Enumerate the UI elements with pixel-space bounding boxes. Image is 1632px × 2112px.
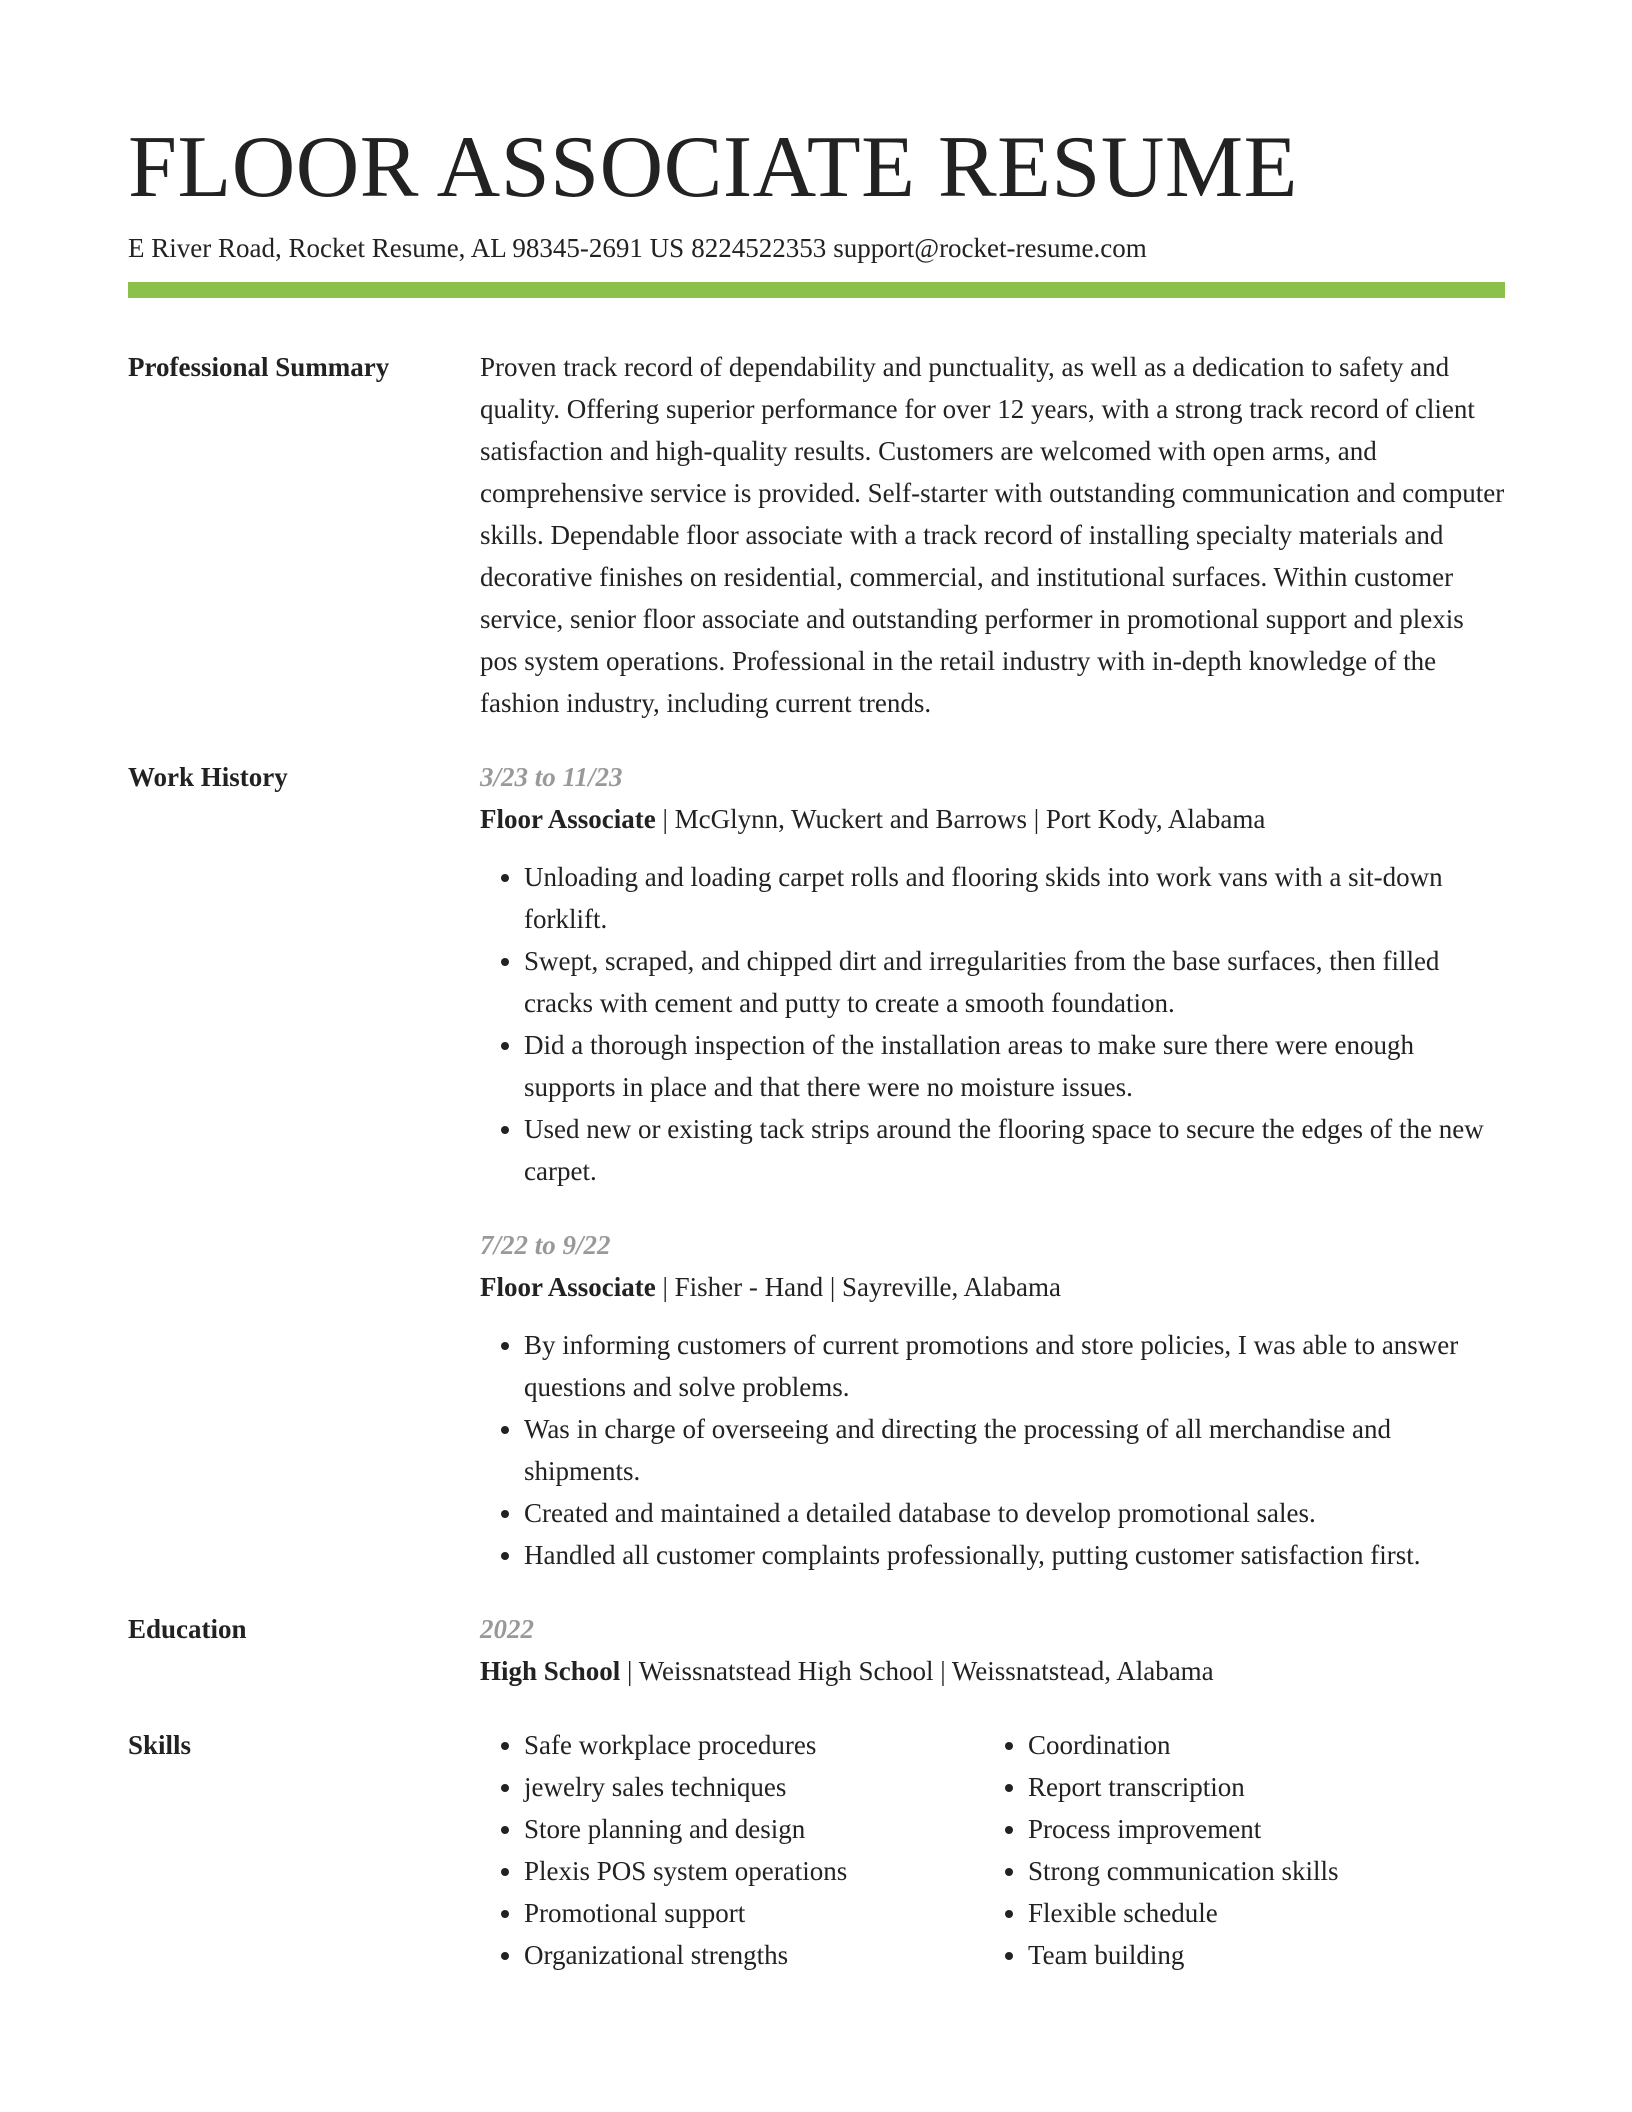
phone-text: 8224522353 — [691, 233, 827, 263]
job-bullet: • Swept, scraped, and chipped dirt and irregularities from the base surfaces, then filled cracks with cement and putty to create a smooth foundation. — [524, 940, 1505, 1024]
skill-item: • Strong communication skills — [1028, 1850, 1508, 1892]
job-dates: 7/22 to 9/22 — [480, 1230, 611, 1260]
skills-list-left — [480, 1724, 984, 1976]
skills-heading: Skills — [128, 1730, 192, 1760]
job-bullet: • Did a thorough inspection of the installation areas to make sure there were enough supports in place and that there were no moisture issues. — [524, 1024, 1505, 1108]
job-bullets — [480, 856, 1505, 1192]
work-history-section — [128, 756, 1505, 1576]
skill-item: • jewelry sales techniques — [524, 1766, 984, 1808]
job-title-line — [480, 798, 1505, 840]
skill-item: • Flexible schedule — [1028, 1892, 1508, 1934]
skill-item: • Promotional support — [524, 1892, 984, 1934]
header-divider — [128, 282, 1505, 298]
contact-line — [128, 230, 1505, 266]
skill-item: • Process improvement — [1028, 1808, 1508, 1850]
skill-item: • Organizational strengths — [524, 1934, 984, 1976]
education-degree: High School — [480, 1656, 621, 1686]
skill-item: • Safe workplace procedures — [524, 1724, 984, 1766]
job-bullet: • Handled all customer complaints professionally, putting customer satisfaction first. — [524, 1534, 1505, 1576]
summary-section — [128, 346, 1505, 724]
skill-item: • Plexis POS system operations — [524, 1850, 984, 1892]
job-entry — [480, 756, 1505, 1192]
skills-list-right — [984, 1724, 1508, 1976]
job-entry — [480, 1224, 1505, 1576]
job-title-line — [480, 1266, 1505, 1308]
skill-item: • Store planning and design — [524, 1808, 984, 1850]
job-bullet: • Used new or existing tack strips around the flooring space to secure the edges of the new carpet. — [524, 1108, 1505, 1192]
summary-heading: Professional Summary — [128, 352, 390, 382]
summary-text: Proven track record of dependability and punctuality, as well as a dedication to safety and quality. Offering superior performance for over 12 years, with a strong track record of client satisfaction and high-quality results. Customers are welcomed with open arms, and comprehensive service is provided. Self-starter with outstanding communication and computer skills. Dependable floor associate with a track record of installing specialty materials and decorative finishes on residential, commercial, and institutional surfaces. Within customer service, senior floor associate and outstanding performer in promotional support and plexis pos system operations. Professional in the retail industry with in-depth knowledge of the fashion industry, including current trends. — [480, 352, 1505, 718]
resume-page — [128, 118, 1505, 1976]
email-text: support@rocket-resume.com — [833, 233, 1147, 263]
job-bullet: • Created and maintained a detailed database to develop promotional sales. — [524, 1492, 1505, 1534]
job-details: | Fisher - Hand | Sayreville, Alabama — [655, 1272, 1061, 1302]
job-details: | McGlynn, Wuckert and Barrows | Port Kody, Alabama — [655, 804, 1266, 834]
education-line — [480, 1650, 1505, 1692]
address-text: E River Road, Rocket Resume, AL 98345-2691 US — [128, 233, 685, 263]
job-title: Floor Associate — [480, 804, 656, 834]
education-section — [128, 1608, 1505, 1692]
job-bullets — [480, 1324, 1505, 1576]
skill-item: • Team building — [1028, 1934, 1508, 1976]
skills-section — [128, 1724, 1505, 1976]
job-bullet: • Unloading and loading carpet rolls and flooring skids into work vans with a sit-down forklift. — [524, 856, 1505, 940]
job-title: Floor Associate — [480, 1272, 656, 1302]
education-details: | Weissnatstead High School | Weissnatstead, Alabama — [620, 1656, 1214, 1686]
education-year: 2022 — [480, 1614, 534, 1644]
skill-item: • Report transcription — [1028, 1766, 1508, 1808]
education-heading: Education — [128, 1614, 247, 1644]
skills-columns — [480, 1724, 1508, 1976]
job-bullet: • By informing customers of current promotions and store policies, I was able to answer questions and solve problems. — [524, 1324, 1505, 1408]
work-history-heading: Work History — [128, 762, 288, 792]
resume-title: FLOOR ASSOCIATE RESUME — [128, 119, 1298, 216]
job-dates: 3/23 to 11/23 — [480, 762, 623, 792]
skill-item: • Coordination — [1028, 1724, 1508, 1766]
job-bullet: • Was in charge of overseeing and directing the processing of all merchandise and shipments. — [524, 1408, 1505, 1492]
